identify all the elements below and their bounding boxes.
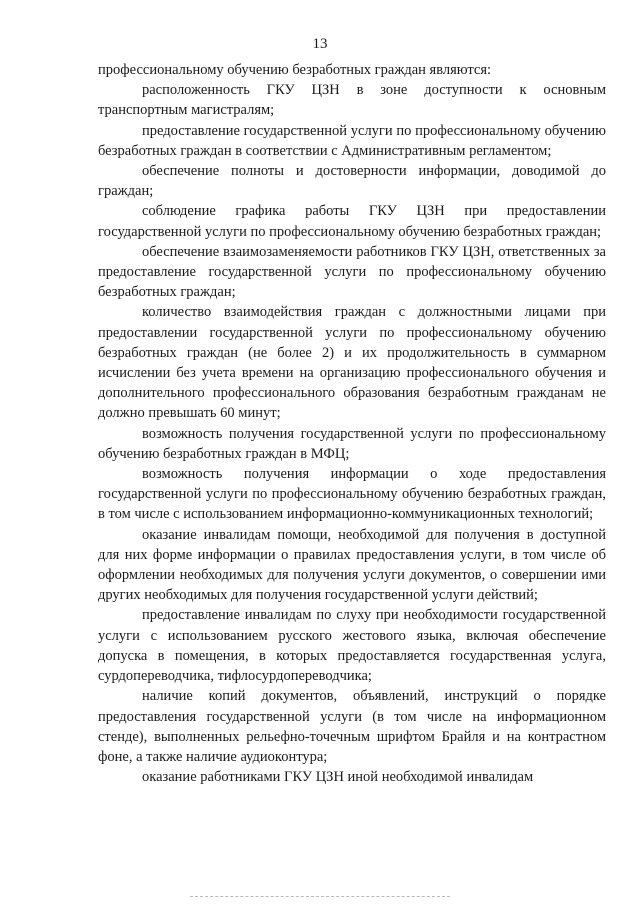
paragraph: обеспечение полноты и достоверности информации, доводимой до граждан;: [98, 163, 606, 200]
paragraph: возможность получения государственной услуги по профессиональному обучению безработных граждан в МФЦ;: [98, 425, 606, 462]
paragraph: наличие копий документов, объявлений, инструкций о порядке предоставления государственной услуги (в том числе на информационном стенде), выполненных рельефно-точечным шрифтом Брайля и на контрастном фоне, а также наличие аудиоконтура;: [98, 688, 606, 765]
paragraph: оказание работниками ГКУ ЦЗН иной необходимой инвалидам: [142, 769, 534, 786]
paragraph: оказание инвалидам помощи, необходимой для получения в доступной для них форме информации о правилах предоставления услуги, в том числе об оформлении необходимых для получения услуги документов, о совершении ими других необходимых для получения государственной услуги действий;: [98, 526, 606, 604]
paragraph: возможность получения информации о ходе предоставления государственной услуги по профессиональному обучению безработных граждан, в том числе с использованием информационно-коммуникационных технологий;: [98, 466, 606, 523]
paragraph: предоставление инвалидам по слуху при необходимости государственной услуги с использованием русского жестового языка, включая обеспечение допуска в помещения, в которых предоставляется государственная услуга, сурдопереводчика, тифлосурдопереводчика;: [98, 607, 606, 685]
document-body: [98, 60, 606, 787]
paragraph: соблюдение графика работы ГКУ ЦЗН при предоставлении государственной услуги по профессиональному обучению безработных граждан;: [98, 203, 606, 240]
paragraph: расположенность ГКУ ЦЗН в зоне доступности к основным транспортным магистралям;: [98, 82, 606, 119]
paragraph: профессиональному обучению безработных граждан являются:: [98, 62, 492, 78]
page-number: 13: [312, 36, 328, 52]
scan-artifact: [190, 896, 450, 897]
paragraph: количество взаимодействия граждан с должностными лицами при предоставлении государственной услуги по профессиональному обучению безработных граждан (не более 2) и их продолжительность в суммарном исчислении без учета времени на организацию профессионального обучения и дополнительного профессионального образования безработным гражданам не должно превышать 60 минут;: [98, 304, 606, 422]
paragraph: предоставление государственной услуги по профессиональному обучению безработных граждан в соответствии с Административным регламентом;: [98, 122, 606, 159]
paragraph: обеспечение взаимозаменяемости работников ГКУ ЦЗН, ответственных за предоставление государственной услуги по профессиональному обучению безработных граждан;: [98, 243, 606, 301]
